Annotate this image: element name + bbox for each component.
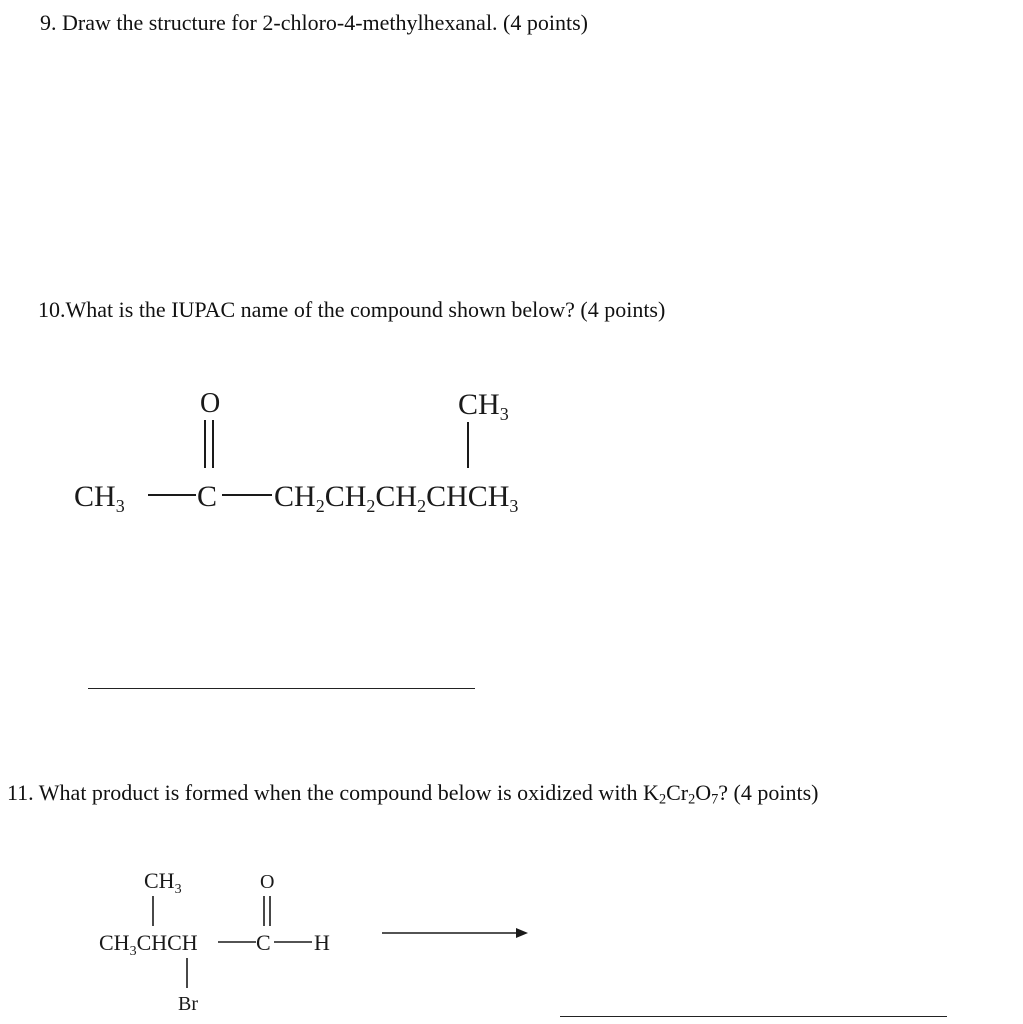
question-11-answer-line[interactable]	[560, 1016, 947, 1017]
carbonyl-carbon-label: C	[256, 930, 271, 955]
carbonyl-carbon-label: C	[197, 480, 218, 513]
o-subscript: 7	[711, 791, 719, 808]
question-11-text-start: 11. What product is formed when the compound below is oxidized with K	[7, 780, 659, 805]
left-methyl-label: $CH_3$	[74, 480, 125, 516]
carbonyl-oxygen-label: O	[200, 388, 221, 419]
hydrogen-label: H	[314, 930, 330, 955]
question-11-text-end: ? (4 points)	[718, 780, 819, 805]
main-chain-label: $CH_3CHCH$	[99, 930, 198, 959]
question-9-text: 9. Draw the structure for 2-chloro-4-methylhexanal. (4 points)	[40, 10, 588, 35]
question-10-text: 10.What is the IUPAC name of the compound shown below? (4 points)	[38, 297, 666, 322]
reaction-arrowhead	[516, 928, 528, 938]
cr-subscript: 2	[688, 791, 696, 808]
main-chain-label: $CH_2CH_2CH_2CHCH_3$	[274, 480, 519, 516]
k-subscript: 2	[658, 791, 667, 808]
question-10-structure	[60, 378, 600, 528]
question-11-structure	[90, 860, 550, 1020]
branch-methyl-label: $CH_3$	[458, 388, 509, 424]
question-10	[38, 297, 665, 323]
question-10-answer-line[interactable]	[88, 688, 475, 689]
carbonyl-oxygen-label: O	[260, 871, 275, 893]
o-symbol: O	[695, 780, 712, 805]
cr-symbol: Cr	[666, 780, 689, 805]
top-methyl-label: $CH_3$	[144, 868, 182, 897]
bromine-label: Br	[178, 993, 198, 1015]
question-9	[40, 10, 588, 36]
question-11	[7, 780, 819, 813]
